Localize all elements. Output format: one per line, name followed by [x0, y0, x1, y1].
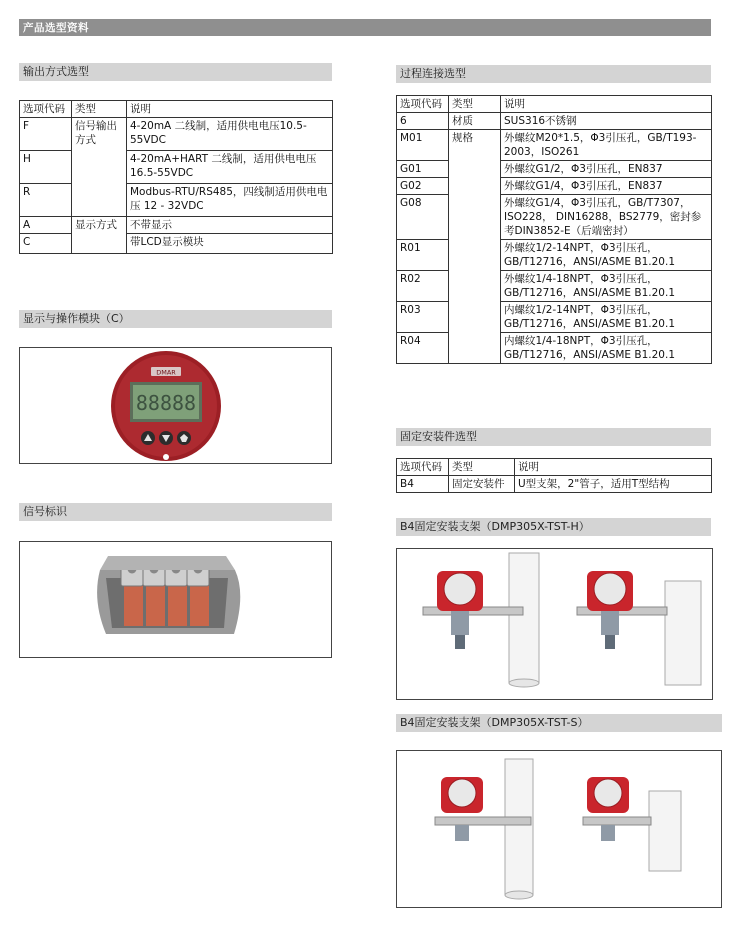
- table-header-row: [397, 459, 712, 476]
- option-type-cont: [72, 184, 127, 217]
- header-desc: 说明: [501, 96, 712, 113]
- table-row: [20, 217, 333, 234]
- process-table: [396, 95, 712, 364]
- option-desc: U型支架，2"管子，适用T型结构: [515, 476, 712, 493]
- option-code: R03: [397, 302, 449, 333]
- option-desc: 内螺纹1/2-14NPT，Φ3引压孔，GB/T12716，ANSI/ASME B1.20.1: [501, 302, 712, 333]
- option-code: R04: [397, 333, 449, 364]
- display-module-heading: 显示与操作模块（C）: [19, 310, 332, 328]
- option-type-cont: [449, 195, 501, 240]
- option-type-cont: [72, 234, 127, 254]
- header-type: 类型: [449, 96, 501, 113]
- lcd-module-illustration: [20, 348, 332, 464]
- table-row: [397, 195, 712, 240]
- table-row: [397, 130, 712, 161]
- option-desc: 外螺纹1/4-18NPT，Φ3引压孔，GB/T12716，ANSI/ASME B1.20.1: [501, 271, 712, 302]
- option-desc: 外螺纹G1/4，Φ3引压孔，EN837: [501, 178, 712, 195]
- option-desc: 外螺纹M20*1.5，Φ3引压孔，GB/T193-2003，ISO261: [501, 130, 712, 161]
- option-code: 6: [397, 113, 449, 130]
- option-desc: 4-20mA+HART 二线制，适用供电电压16.5-55VDC: [127, 151, 333, 184]
- table-row: [397, 178, 712, 195]
- document-title: 产品选型资料: [23, 22, 89, 34]
- mounting-section-heading: 固定安装件选型: [396, 428, 711, 446]
- bracket-h-illustration: [397, 549, 713, 700]
- option-desc: 外螺纹G1/2，Φ3引压孔，EN837: [501, 161, 712, 178]
- table-row: [397, 333, 712, 364]
- option-code: M01: [397, 130, 449, 161]
- header-code: 选项代码: [397, 459, 449, 476]
- table-row: [20, 151, 333, 184]
- option-code: C: [20, 234, 72, 254]
- option-desc: 不带显示: [127, 217, 333, 234]
- option-desc: 内螺纹1/4-18NPT，Φ3引压孔，GB/T12716，ANSI/ASME B1.20.1: [501, 333, 712, 364]
- table-header-row: [20, 101, 333, 118]
- bracket-s-illustration: [397, 751, 722, 908]
- table-row: [20, 234, 333, 254]
- option-code: G02: [397, 178, 449, 195]
- process-section-heading: 过程连接选型: [396, 65, 711, 83]
- option-type-cont: [449, 161, 501, 178]
- option-desc: Modbus-RTU/RS485，四线制适用供电电压 12 - 32VDC: [127, 184, 333, 217]
- document-title-bar: [19, 19, 711, 36]
- option-type: 信号输出方式: [72, 118, 127, 151]
- table-row: [397, 240, 712, 271]
- header-code: 选项代码: [20, 101, 72, 118]
- output-section-heading: 输出方式选型: [19, 63, 332, 81]
- option-code: R: [20, 184, 72, 217]
- header-desc: 说明: [515, 459, 712, 476]
- option-type-cont: [449, 178, 501, 195]
- table-row: [20, 118, 333, 151]
- option-desc: 4-20mA 二线制，适用供电电压10.5-55VDC: [127, 118, 333, 151]
- table-row: [397, 271, 712, 302]
- option-code: R02: [397, 271, 449, 302]
- option-code: G01: [397, 161, 449, 178]
- option-code: H: [20, 151, 72, 184]
- table-header-row: [397, 96, 712, 113]
- header-desc: 说明: [127, 101, 333, 118]
- table-row: [397, 476, 712, 493]
- header-code: 选项代码: [397, 96, 449, 113]
- signal-mark-heading: 信号标识: [19, 503, 332, 521]
- option-type-cont: [449, 240, 501, 271]
- option-desc: SUS316不锈钢: [501, 113, 712, 130]
- output-table: [19, 100, 333, 254]
- option-code: R01: [397, 240, 449, 271]
- option-type: 规格: [449, 130, 501, 161]
- bracket-s-figure: [396, 750, 722, 908]
- option-type-cont: [449, 333, 501, 364]
- table-row: [20, 184, 333, 217]
- bracket-h-heading: B4固定安装支架（DMP305X-TST-H）: [396, 518, 711, 536]
- mounting-table: [396, 458, 712, 493]
- display-module-figure: [19, 347, 332, 464]
- signal-mark-figure: [19, 541, 332, 658]
- option-type-cont: [72, 151, 127, 184]
- lcd-digits: 88888: [135, 391, 197, 415]
- table-row: [397, 113, 712, 130]
- option-code: G08: [397, 195, 449, 240]
- option-type-cont: [449, 271, 501, 302]
- bracket-h-figure: [396, 548, 713, 700]
- option-type: 固定安装件: [449, 476, 515, 493]
- table-row: [397, 302, 712, 333]
- terminal-block-illustration: [20, 542, 332, 658]
- option-code: F: [20, 118, 72, 151]
- option-code: B4: [397, 476, 449, 493]
- option-type: 材质: [449, 113, 501, 130]
- option-desc: 带LCD显示模块: [127, 234, 333, 254]
- table-row: [397, 161, 712, 178]
- option-desc: 外螺纹G1/4，Φ3引压孔，GB/T7307，ISO228， DIN16288，BS2779，密封参考DIN3852-E（后端密封）: [501, 195, 712, 240]
- brand-label: DMAR: [156, 368, 176, 377]
- option-desc: 外螺纹1/2-14NPT，Φ3引压孔，GB/T12716，ANSI/ASME B1.20.1: [501, 240, 712, 271]
- option-type-cont: [449, 302, 501, 333]
- option-code: A: [20, 217, 72, 234]
- header-type: 类型: [72, 101, 127, 118]
- option-type: 显示方式: [72, 217, 127, 234]
- header-type: 类型: [449, 459, 515, 476]
- bracket-s-heading: B4固定安装支架（DMP305X-TST-S）: [396, 714, 722, 732]
